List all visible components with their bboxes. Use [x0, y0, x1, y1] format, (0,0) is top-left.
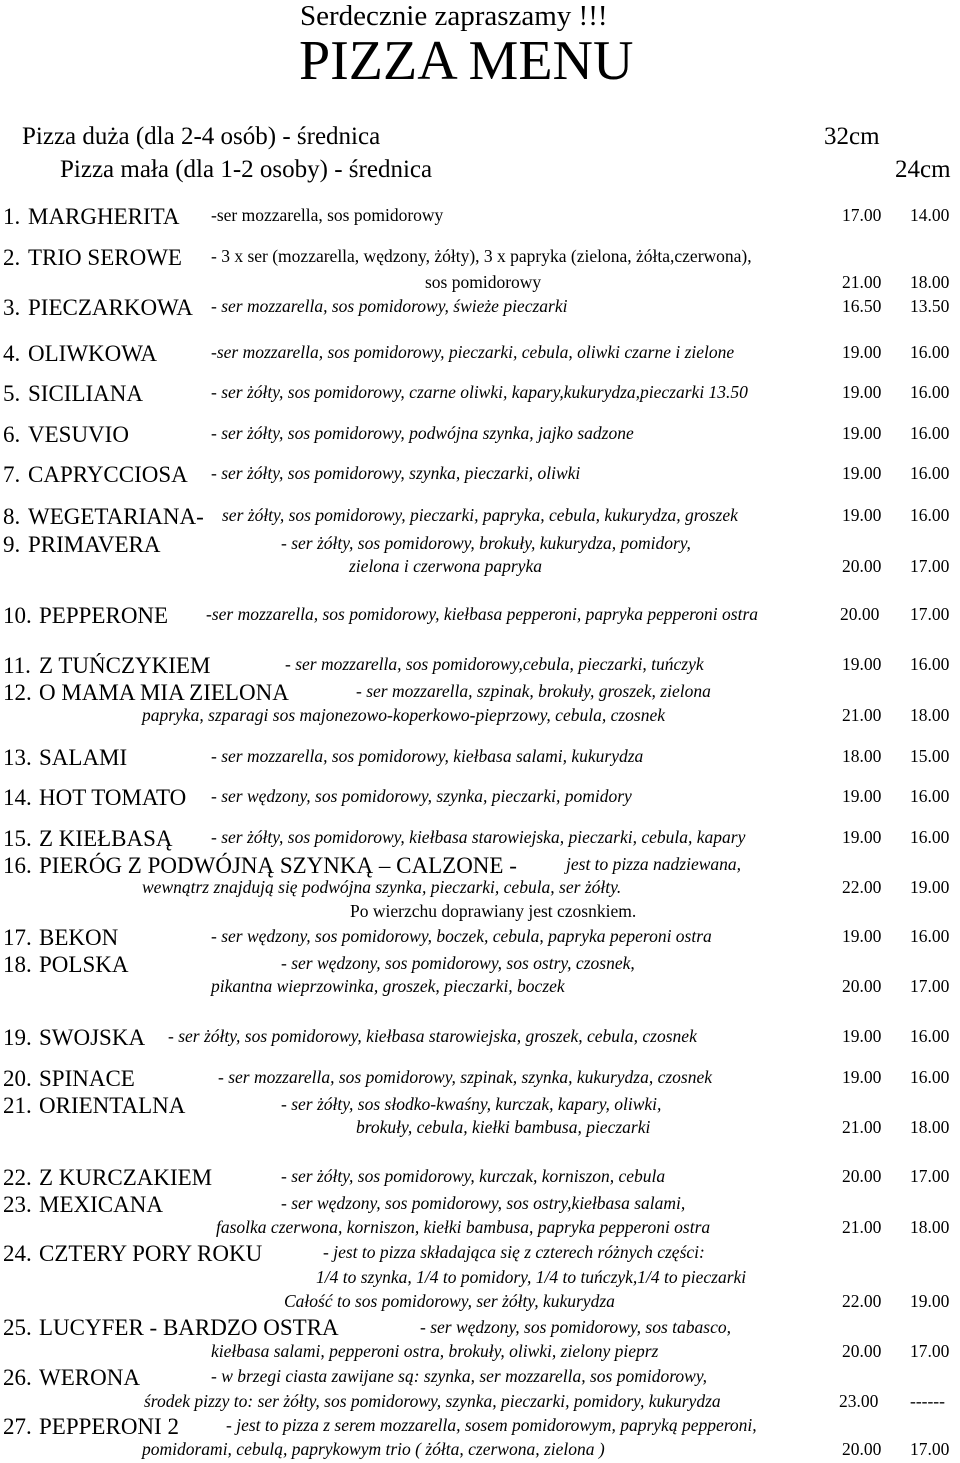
item-name: PIERÓG Z PODWÓJNĄ SZYNKĄ – CALZONE - [39, 853, 517, 878]
price-large: 21.00 [842, 1117, 882, 1137]
item-description: - ser wędzony, sos pomidorowy, sos tabasco, [420, 1317, 731, 1337]
price-large: 19.00 [842, 786, 882, 806]
price-large: 19.00 [842, 654, 882, 674]
item-description: ser żółty, sos pomidorowy, pieczarki, papryka, cebula, kukurydza, groszek [222, 505, 738, 525]
item-name: SICILIANA [28, 381, 143, 406]
item-number: 20. [3, 1066, 32, 1091]
item-name: PRIMAVERA [28, 532, 161, 557]
item-name: TRIO SEROWE [28, 245, 182, 270]
item-number: 4. [3, 341, 21, 366]
item-name: CAPRYCCIOSA [28, 462, 188, 487]
item-description: - ser żółty, sos pomidorowy, czarne oliwki, kapary,kukurydza,pieczarki 13.50 [211, 382, 748, 402]
price-large: 19.00 [842, 505, 882, 525]
price-small: 18.00 [910, 272, 950, 292]
price-large: 20.00 [842, 1341, 882, 1361]
item-number: 21. [3, 1093, 32, 1118]
price-large: 22.00 [842, 877, 882, 897]
price-small: 16.00 [910, 1026, 950, 1046]
item-number: 24. [3, 1241, 32, 1266]
item-number: 2. [3, 245, 21, 270]
item-name: SPINACE [39, 1066, 135, 1091]
item-number: 14. [3, 785, 32, 810]
price-large: 23.00 [839, 1391, 879, 1411]
item-description: środek pizzy to: ser żółty, sos pomidorowy, szynka, pieczarki, pomidory, kukurydza [144, 1391, 721, 1411]
price-small: 17.00 [910, 604, 950, 624]
price-small: 17.00 [910, 1166, 950, 1186]
price-small: 19.00 [910, 1291, 950, 1311]
price-small: 18.00 [910, 705, 950, 725]
item-description: - jest to pizza składająca się z czterech różnych części: [323, 1242, 705, 1262]
item-name: PIECZARKOWA [28, 295, 193, 320]
item-number: 5. [3, 381, 21, 406]
price-small: 13.50 [910, 296, 950, 316]
item-number: 27. [3, 1414, 32, 1439]
price-small: 16.00 [910, 463, 950, 483]
item-description: -ser mozzarella, sos pomidorowy [211, 205, 444, 225]
price-small: 16.00 [910, 505, 950, 525]
price-small: 16.00 [910, 382, 950, 402]
item-name: LUCYFER - BARDZO OSTRA [39, 1315, 339, 1340]
price-small: 17.00 [910, 556, 950, 576]
item-name: HOT TOMATO [39, 785, 187, 810]
price-small: 16.00 [910, 827, 950, 847]
large-size-value: 32cm [824, 123, 880, 150]
item-name: POLSKA [39, 952, 129, 977]
item-number: 23. [3, 1192, 32, 1217]
item-description: - ser mozzarella, sos pomidorowy, kiełbasa salami, kukurydza [211, 746, 644, 766]
item-number: 6. [3, 422, 21, 447]
price-small: 18.00 [910, 1117, 950, 1137]
item-number: 25. [3, 1315, 32, 1340]
price-small: 17.00 [910, 1439, 950, 1459]
price-small: 16.00 [910, 1067, 950, 1087]
item-description: - ser żółty, sos pomidorowy, brokuły, kukurydza, pomidory, [281, 533, 691, 553]
item-name: PEPPERONI 2 [39, 1414, 179, 1439]
item-description: - ser wędzony, sos pomidorowy, sos ostry,kiełbasa salami, [281, 1193, 686, 1213]
item-description: brokuły, cebula, kiełki bambusa, pieczarki [356, 1117, 651, 1137]
price-large: 16.50 [842, 296, 882, 316]
price-large: 21.00 [842, 272, 882, 292]
item-number: 13. [3, 745, 32, 770]
price-large: 19.00 [842, 342, 882, 362]
item-description: kiełbasa salami, pepperoni ostra, brokuły, oliwki, zielony pieprz [211, 1341, 659, 1361]
item-description: pikantna wieprzowinka, groszek, pieczarki, boczek [211, 976, 565, 996]
item-name: Z TUŃCZYKIEM [39, 653, 211, 678]
price-small: 17.00 [910, 976, 950, 996]
menu-title: PIZZA MENU [299, 30, 634, 92]
item-description: - ser wędzony, sos pomidorowy, szynka, pieczarki, pomidory [211, 786, 632, 806]
item-description: - ser żółty, sos pomidorowy, kiełbasa starowiejska, groszek, cebula, czosnek [168, 1026, 697, 1046]
item-name: O MAMA MIA ZIELONA [39, 680, 289, 705]
price-large: 20.00 [842, 556, 882, 576]
item-number: 16. [3, 853, 32, 878]
item-number: 11. [3, 653, 31, 678]
item-name: SALAMI [39, 745, 128, 770]
price-large: 19.00 [842, 1026, 882, 1046]
item-number: 19. [3, 1025, 32, 1050]
item-description: fasolka czerwona, korniszon, kiełki bambusa, papryka pepperoni ostra [216, 1217, 711, 1237]
price-large: 19.00 [842, 423, 882, 443]
item-description: - ser żółty, sos pomidorowy, szynka, pieczarki, oliwki [211, 463, 581, 483]
item-description: - w brzegi ciasta zawijane są: szynka, ser mozzarella, sos pomidorowy, [211, 1366, 707, 1386]
item-name: WERONA [39, 1365, 140, 1390]
item-description: 1/4 to szynka, 1/4 to pomidory, 1/4 to tuńczyk,1/4 to pieczarki [316, 1267, 747, 1287]
item-number: 15. [3, 826, 32, 851]
item-name: VESUVIO [28, 422, 129, 447]
item-name: Z KIEŁBASĄ [39, 826, 173, 851]
price-large: 20.00 [842, 976, 882, 996]
item-description: - ser żółty, sos słodko-kwaśny, kurczak, kapary, oliwki, [281, 1094, 662, 1114]
item-description: - ser mozzarella, sos pomidorowy, szpinak, szynka, kukurydza, czosnek [218, 1067, 713, 1087]
price-large: 19.00 [842, 463, 882, 483]
item-number: 10. [3, 603, 32, 628]
item-description: sos pomidorowy [425, 272, 542, 292]
item-description: - ser mozzarella, sos pomidorowy,cebula, pieczarki, tuńczyk [285, 654, 704, 674]
item-name: SWOJSKA [39, 1025, 146, 1050]
item-number: 18. [3, 952, 32, 977]
item-name: OLIWKOWA [28, 341, 158, 366]
item-number: 8. [3, 504, 21, 529]
item-description: - ser wędzony, sos pomidorowy, sos ostry, czosnek, [281, 953, 635, 973]
item-description: -ser mozzarella, sos pomidorowy, pieczarki, cebula, oliwki czarne i zielone [211, 342, 735, 362]
item-description: jest to pizza nadziewana, [566, 854, 742, 874]
item-name: MARGHERITA [28, 204, 180, 229]
price-large: 20.00 [840, 604, 880, 624]
large-size-label: Pizza duża (dla 2-4 osób) - średnica [22, 123, 381, 150]
item-description: zielona i czerwona papryka [349, 556, 542, 576]
price-large: 20.00 [842, 1166, 882, 1186]
price-small: 14.00 [910, 205, 950, 225]
price-large: 17.00 [842, 205, 882, 225]
item-description: pomidorami, cebulą, paprykowym trio ( żółta, czerwona, zielona ) [142, 1439, 605, 1459]
item-number: 3. [3, 295, 21, 320]
item-description: - ser żółty, sos pomidorowy, kurczak, korniszon, cebula [281, 1166, 666, 1186]
item-number: 9. [3, 532, 21, 557]
item-name: WEGETARIANA- [28, 504, 204, 529]
price-small: 16.00 [910, 342, 950, 362]
price-small: 16.00 [910, 654, 950, 674]
item-name: Z KURCZAKIEM [39, 1165, 213, 1190]
item-name: ORIENTALNA [39, 1093, 186, 1118]
price-large: 22.00 [842, 1291, 882, 1311]
item-description: papryka, szparagi sos majonezowo-koperkowo-pieprzowy, cebula, czosnek [142, 705, 665, 725]
price-small: 18.00 [910, 1217, 950, 1237]
item-number: 7. [3, 462, 21, 487]
price-small: 17.00 [910, 1341, 950, 1361]
item-number: 26. [3, 1365, 32, 1390]
price-small: 15.00 [910, 746, 950, 766]
price-large: 19.00 [842, 926, 882, 946]
item-number: 22. [3, 1165, 32, 1190]
item-description: Całość to sos pomidorowy, ser żółty, kukurydza [284, 1291, 615, 1311]
item-description: -ser mozzarella, sos pomidorowy, kiełbasa pepperoni, papryka pepperoni ostra [206, 604, 759, 624]
price-large: 19.00 [842, 827, 882, 847]
price-small: 16.00 [910, 786, 950, 806]
item-number: 17. [3, 925, 32, 950]
item-number: 12. [3, 680, 32, 705]
price-small: ------ [910, 1391, 945, 1411]
price-large: 19.00 [842, 1067, 882, 1087]
item-name: PEPPERONE [39, 603, 169, 628]
price-small: 19.00 [910, 877, 950, 897]
item-description: - jest to pizza z serem mozzarella, sosem pomidorowym, papryką pepperoni, [226, 1415, 757, 1435]
item-number: 1. [3, 204, 21, 229]
price-large: 20.00 [842, 1439, 882, 1459]
item-name: BEKON [39, 925, 119, 950]
item-description: - ser żółty, sos pomidorowy, kiełbasa starowiejska, pieczarki, cebula, kapary [211, 827, 746, 847]
price-large: 19.00 [842, 382, 882, 402]
item-name: CZTERY PORY ROKU [39, 1241, 263, 1266]
welcome-text: Serdecznie zapraszamy !!! [300, 0, 608, 32]
small-size-value: 24cm [895, 156, 951, 183]
price-large: 21.00 [842, 1217, 882, 1237]
item-description: - ser żółty, sos pomidorowy, podwójna szynka, jajko sadzone [211, 423, 634, 443]
price-large: 18.00 [842, 746, 882, 766]
item-description: - ser wędzony, sos pomidorowy, boczek, cebula, papryka peperoni ostra [211, 926, 712, 946]
item-name: MEXICANA [39, 1192, 163, 1217]
item-description: Po wierzchu doprawiany jest czosnkiem. [350, 901, 637, 921]
item-description: - ser mozzarella, sos pomidorowy, świeże pieczarki [211, 296, 568, 316]
item-description: - 3 x ser (mozzarella, wędzony, żółty), 3 x papryka (zielona, żółta,czerwona), [211, 246, 752, 266]
item-description: wewnątrz znajdują się podwójna szynka, pieczarki, cebula, ser żółty. [142, 877, 622, 897]
small-size-label: Pizza mała (dla 1-2 osoby) - średnica [60, 156, 433, 183]
price-small: 16.00 [910, 423, 950, 443]
item-description: - ser mozzarella, szpinak, brokuły, groszek, zielona [356, 681, 711, 701]
price-small: 16.00 [910, 926, 950, 946]
price-large: 21.00 [842, 705, 882, 725]
